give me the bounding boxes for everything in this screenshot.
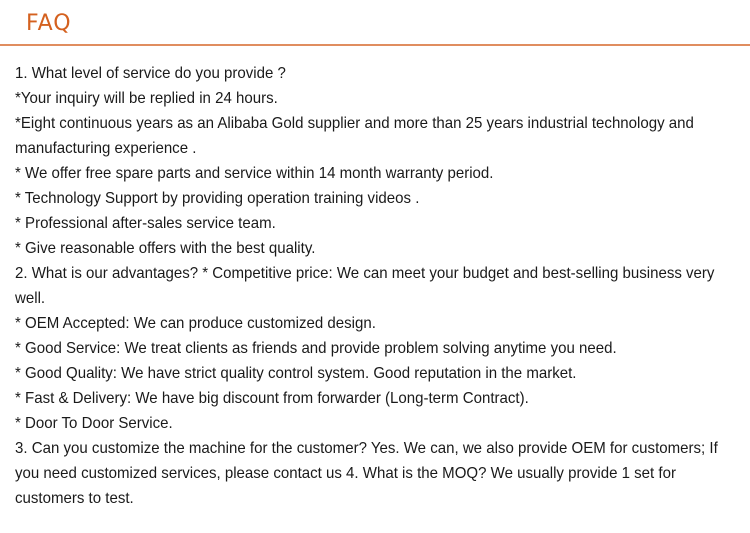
faq-line: *Your inquiry will be replied in 24 hours. (15, 90, 278, 107)
faq-line: customers to test. (15, 490, 134, 507)
faq-line: *Eight continuous years as an Alibaba Gold supplier and more than 25 years industrial technology and (15, 115, 694, 132)
faq-line: * Good Service: We treat clients as friends and provide problem solving anytime you need. (15, 340, 617, 357)
faq-line: * We offer free spare parts and service within 14 month warranty period. (15, 165, 494, 182)
faq-title: FAQ (26, 11, 72, 36)
faq-line: you need customized services, please contact us 4. What is the MOQ? We usually provide 1 set for (15, 465, 676, 482)
faq-line: * Give reasonable offers with the best quality. (15, 240, 316, 257)
faq-line: * Good Quality: We have strict quality control system. Good reputation in the market. (15, 365, 577, 382)
faq-line: * OEM Accepted: We can produce customized design. (15, 315, 376, 332)
faq-line: * Professional after-sales service team. (15, 215, 276, 232)
faq-body (15, 61, 735, 511)
header-divider (0, 44, 750, 46)
faq-line: 3. Can you customize the machine for the customer? Yes. We can, we also provide OEM for customers; If (15, 440, 718, 457)
faq-line: 1. What level of service do you provide ? (15, 65, 286, 82)
faq-line: 2. What is our advantages? * Competitive price: We can meet your budget and best-selling business very (15, 265, 715, 282)
faq-line: * Fast & Delivery: We have big discount from forwarder (Long-term Contract). (15, 390, 529, 407)
faq-line: well. (15, 290, 46, 307)
faq-header (0, 0, 750, 46)
faq-line: manufacturing experience . (15, 140, 197, 157)
faq-line: * Technology Support by providing operation training videos . (15, 190, 420, 207)
faq-line: * Door To Door Service. (15, 415, 173, 432)
